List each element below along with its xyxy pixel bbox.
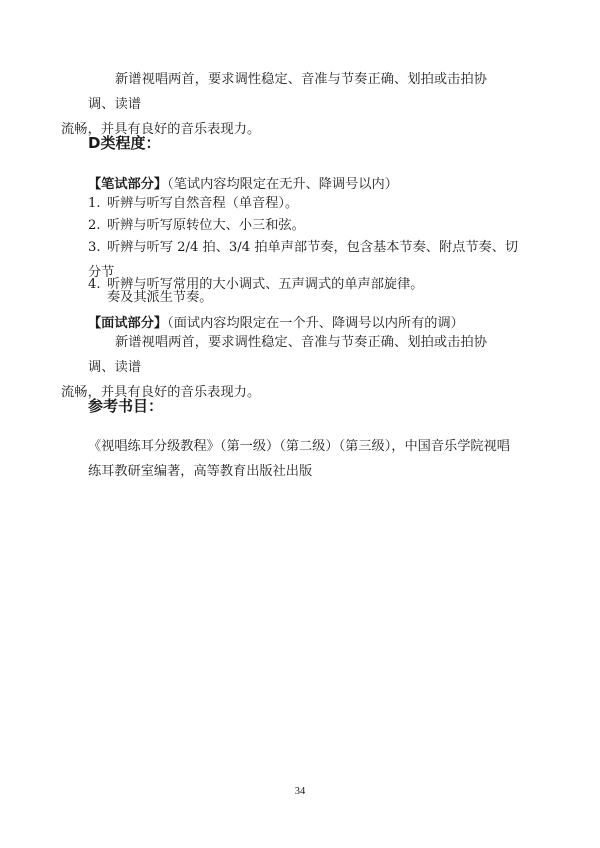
list-item-number: 2. [88, 218, 101, 233]
written-tag: 【笔试部分】 [88, 177, 168, 192]
reference-line-1: 《视唱练耳分级教程》（第一级）（第二级）（第三级），中国音乐学院视唱 [88, 439, 510, 454]
list-item-number: 4. [88, 277, 101, 292]
references-entry [88, 434, 514, 484]
reference-line-2: 练耳教研室编著，高等教育出版社出版 [88, 464, 313, 479]
list-item-text: 听辨与听写常用的大小调式、五声调式的单声部旋律。 [107, 277, 424, 292]
oral-paragraph [61, 330, 512, 405]
page-number: 34 [294, 786, 306, 797]
intro-line-2: 流畅，并具有良好的音乐表现力。 [61, 122, 261, 137]
oral-tag: 【面试部分】 [88, 316, 168, 331]
oral-note: （面试内容均限定在一个升、降调号以内所有的调） [167, 316, 464, 331]
oral-line-2: 流畅，并具有良好的音乐表现力。 [61, 385, 261, 400]
list-item-number: 1. [88, 196, 101, 211]
list-item-text: 听辨与听写 2/4 拍、3/4 拍单声部节奏，包含基本节奏、附点节奏、切分节 [88, 240, 519, 280]
intro-line-1: 新谱视唱两首，要求调性稳定、音准与节奏正确、划拍或击拍协调、读谱 [88, 72, 488, 112]
section-d-heading: D类程度： [88, 134, 161, 152]
written-note: （笔试内容均限定在无升、降调号以内） [167, 177, 398, 192]
list-item-text: 听辨与听写原转位大、小三和弦。 [107, 218, 305, 233]
oral-line-1: 新谱视唱两首，要求调性稳定、音准与节奏正确、划拍或击拍协调、读谱 [88, 335, 488, 375]
list-item-continuation: 奏及其派生节奏。 [107, 290, 213, 305]
list-item [88, 272, 520, 297]
references-heading: 参考书目： [88, 397, 164, 415]
list-item-text: 听辨与听写自然音程（单音程）。 [107, 196, 299, 211]
list-item-number: 3. [88, 240, 101, 255]
intro-paragraph [61, 67, 512, 142]
